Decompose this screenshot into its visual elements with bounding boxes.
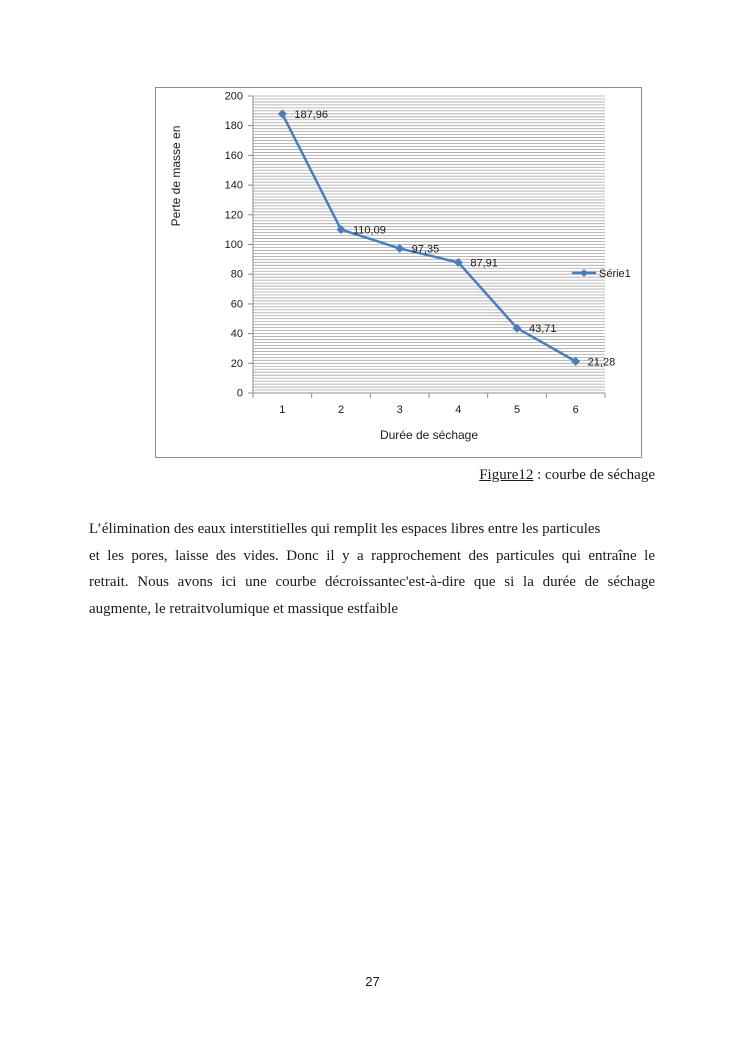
data-point-marker <box>395 244 404 253</box>
y-tick-label: 0 <box>236 387 243 400</box>
x-axis-title: Durée de séchage <box>379 428 479 442</box>
y-tick-label: 160 <box>224 149 243 162</box>
x-tick-label: 5 <box>513 404 521 416</box>
x-tick-label: 3 <box>396 404 403 416</box>
line-chart <box>156 88 643 459</box>
chart-container <box>155 87 642 458</box>
x-tick-label: 2 <box>337 404 345 416</box>
x-tick-label: 6 <box>572 404 579 416</box>
y-tick-label: 140 <box>224 179 243 192</box>
data-label: 110,09 <box>353 224 386 237</box>
y-axis-title: Perte de masse en <box>169 125 183 227</box>
data-label: 21,28 <box>587 356 616 369</box>
y-tick-label: 20 <box>230 357 243 370</box>
paragraph-line-3: retrait. Nous avons ici une courbe décroissantec'est-à-dire que si la durée de séchage <box>89 574 655 590</box>
y-tick-label: 180 <box>224 120 243 133</box>
paragraph-line-1: L’élimination des eaux interstitielles qui remplit les espaces libres entre les particules <box>89 521 601 537</box>
data-label: 43,71 <box>529 323 557 336</box>
paragraph-line-2: et les pores, laisse des vides. Donc il y a rapprochement des particules qui entraîne le <box>89 547 655 564</box>
y-tick-label: 120 <box>224 209 243 222</box>
y-tick-label: 40 <box>230 328 243 341</box>
data-label: 87,91 <box>470 257 498 270</box>
x-tick-label: 4 <box>455 404 462 416</box>
page-number: 27 <box>365 974 380 989</box>
y-tick-label: 100 <box>224 239 243 251</box>
legend-marker-icon <box>580 269 588 277</box>
x-tick-label: 1 <box>279 404 286 416</box>
data-label: 97,35 <box>411 243 440 256</box>
figure-caption-text: : courbe de séchage <box>533 467 655 483</box>
body-paragraph <box>89 516 655 622</box>
paragraph-line-4: augmente, le retraitvolumique et massique estfaible <box>89 600 399 617</box>
legend-label: Série1 <box>599 268 631 280</box>
figure-caption <box>479 467 655 484</box>
y-tick-label: 200 <box>224 90 243 103</box>
figure-label: Figure12 <box>479 467 534 483</box>
data-label: 187,96 <box>294 108 328 121</box>
y-tick-label: 60 <box>230 298 243 311</box>
y-tick-label: 80 <box>230 268 243 281</box>
